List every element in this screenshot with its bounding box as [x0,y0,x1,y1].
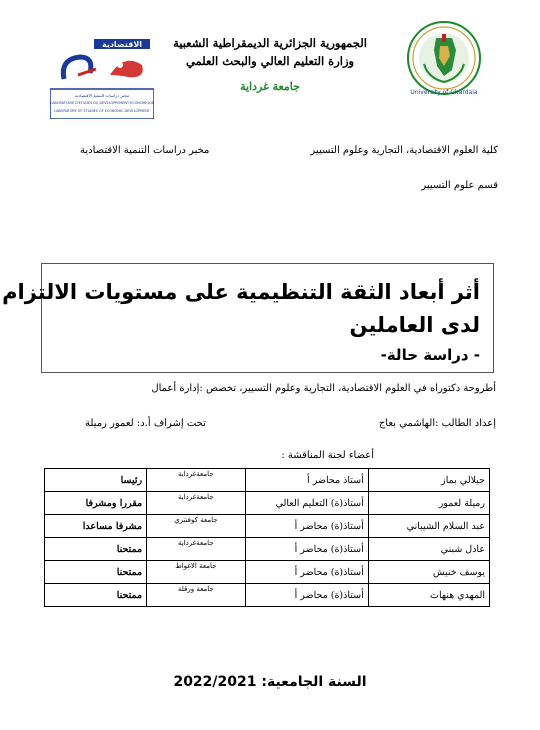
table-row [45,492,490,515]
jury-university: جامعة كوفنتري [147,515,245,538]
supervisor-name: تحت إشراف أ.د: لعمور رميلة [85,418,206,429]
jury-university: جامعةغرداية [147,492,245,515]
lab-small-text-ar: مخبر دراسات التنمية الاقتصادية [74,93,130,98]
thesis-description: أطروحة دكتوراه في العلوم الاقتصادية، التجارية وعلوم التسيير، تخصص :إدارة أعمال [151,383,496,394]
jury-rank: أستاذ(ة) محاضر أ [245,584,368,607]
jury-table [44,468,490,607]
department-name: قسم علوم التسيير [421,180,498,191]
lab-logo [50,35,154,119]
university-name: جامعة غرداية [240,80,300,93]
jury-role: مقررا ومشرفا [45,492,147,515]
university-emblem-logo [404,20,484,100]
jury-role: ممتحنا [45,538,147,561]
jury-role: ممتحنا [45,584,147,607]
jury-name: يوسف خنيش [368,561,489,584]
university-caption: University of Ghardaia [410,89,478,96]
table-row [45,538,490,561]
jury-rank: أستاذ(ة) محاضر أ [245,538,368,561]
academic-year: السنة الجامعية: 2022/2021 [173,674,367,690]
jury-rank: أستاذ محاضر أ [245,469,368,492]
thesis-title-line1: أثر أبعاد الثقة التنظيمية على مستويات الالتزام [2,280,480,304]
jury-university: جامعةغرداية [147,538,245,561]
table-row [45,561,490,584]
jury-name: رميلة لعمور [368,492,489,515]
lab-banner-text: الاقتصادية [101,40,143,49]
ministry-line: وزارة التعليم العالي والبحث العلمي [185,54,355,68]
jury-name: المهدي هنهات [368,584,489,607]
lab-small-text-fr: LABORATOIRE D'ETUDES DU DEVELOPPEMENT ECONOMIQUE [50,101,154,105]
jury-role: مشرفا مساعدا [45,515,147,538]
thesis-subtitle: - دراسة حالة- [380,346,480,364]
jury-rank: أستاذ(ة) التعليم العالي [245,492,368,515]
republic-line: الجمهورية الجزائرية الديمقراطية الشعبية [173,36,367,50]
student-name: إعداد الطالب :الهاشمي بعاج [378,418,496,429]
jury-label: أعضاء لجنة المناقشة : [281,450,374,461]
jury-name: جيلالي بماز [368,469,489,492]
lab-small-text-en: LABORATORY OF STUDIES OF ECONOMIC DEVELOPMENT [54,109,150,113]
jury-rank: أستاذ(ة) محاضر أ [245,561,368,584]
jury-name: عبد السلام الشيباني [368,515,489,538]
faculty-name: كلية العلوم الاقتصادية، التجارية وعلوم التسيير [310,145,498,156]
lab-name: مخبر دراسات التنمية الاقتصادية [80,145,210,156]
jury-university: جامعةغرداية [147,469,245,492]
table-row [45,584,490,607]
thesis-title-line2: لدى العاملين [349,313,480,337]
jury-university: جامعة ورقلة [147,584,245,607]
jury-role: ممتحنا [45,561,147,584]
table-row [45,469,490,492]
jury-role: رئيسا [45,469,147,492]
table-row [45,515,490,538]
jury-rank: أستاذ(ة) محاضر أ [245,515,368,538]
jury-university: جامعة الاغواط [147,561,245,584]
jury-name: عادل شبني [368,538,489,561]
